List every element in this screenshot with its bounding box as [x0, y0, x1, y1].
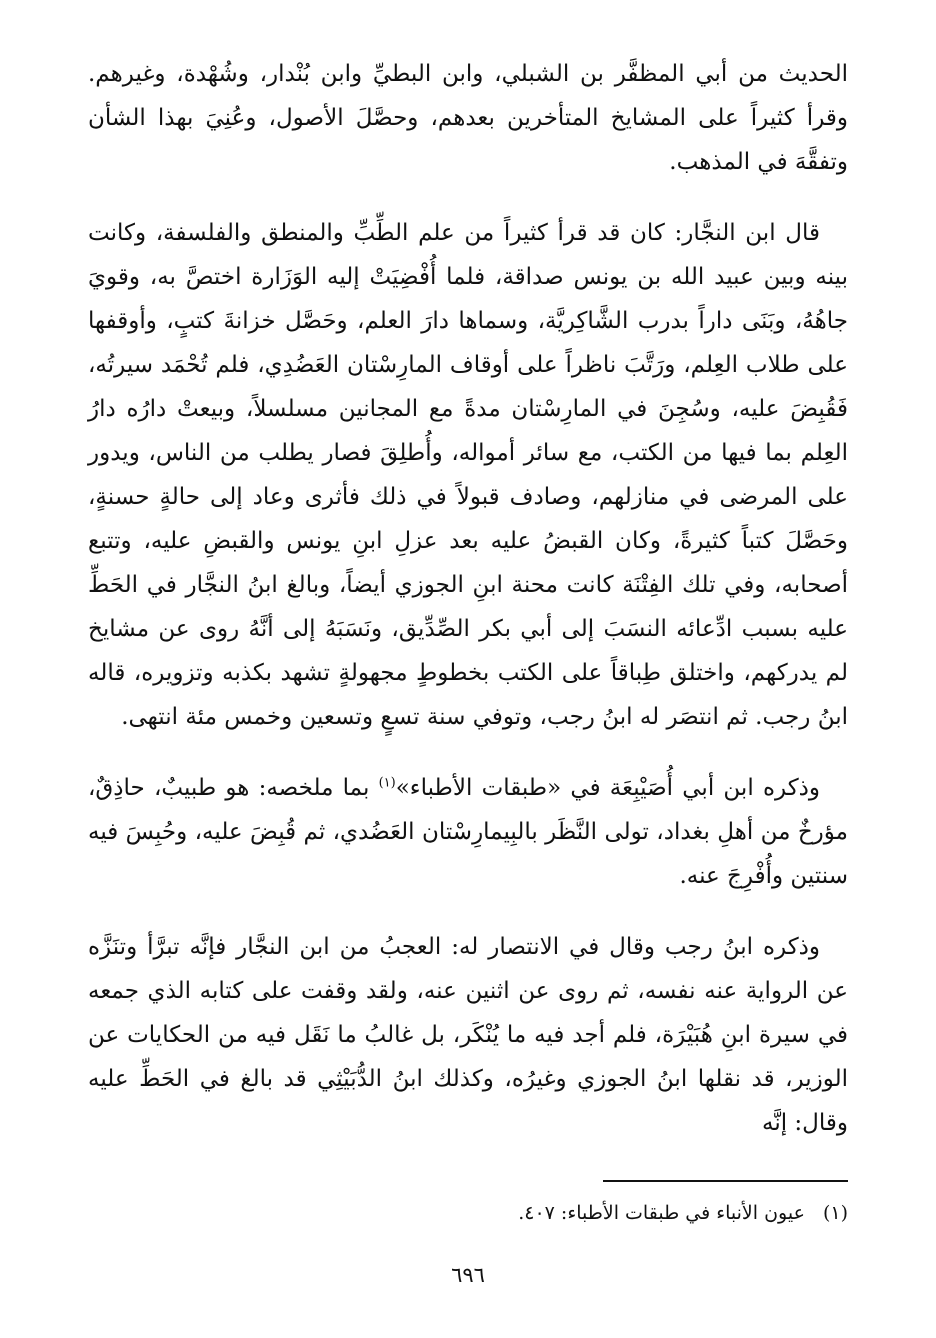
- paragraph-2: قال ابن النجَّار: كان قد قرأ كثيراً من علم الطِّبِّ والمنطق والفلسفة، وكانت بينه وبين عبيد الله بن يونس صداقة، فلما أُفْضِيَتْ إليه الوَزَارة اختصَّ به، وقويَ جاهُهُ، وبَنَى داراً بدرب الشَّاكِريَّة، وسماها دارَ العلم، وحَصَّل خزانةَ كتبٍ، وأوقفها على طلاب العِلم، ورَتَّبَ ناظراً على أوقاف المارِسْتان العَضُدِي، فلم تُحْمَد سيرتُه، فَقُبِضَ عليه، وسُجِنَ في المارِسْتان مدةً مع المجانين مسلسلاً، وبيعتْ دارُه دارُ العِلم بما فيها من الكتب، مع سائر أمواله، وأُطلِقَ فصار يطلب من الناس، ويدور على المرضى في منازلهم، وصادف قبولاً في ذلك فأثرى وعاد إلى حالةٍ حسنةٍ، وحَصَّلَ كتباً كثيرةً، وكان القبضُ عليه بعد عزلِ ابنِ يونس والقبضِ عليه، وتتبع أصحابه، وفي تلك الفِتْنَة كانت محنة ابنِ الجوزي أيضاً، وبالغ ابنُ النجَّار في الحَطِّ عليه بسبب ادِّعائه النسَبَ إلى أبي بكر الصِّدِّيق، ونَسَبَهُ إلى أنَّهُ روى عن مشايخ لم يدركهم، واختلق طِباقاً على الكتب بخطوطٍ مجهولةٍ تشهد بكذبه وتزويره، قاله ابنُ رجب. ثم انتصَر له ابنُ رجب، وتوفي سنة تسعٍ وتسعين وخمس مئة انتهى.: [88, 220, 848, 730]
- paragraph-3-after-note: بما ملخصه: هو طبيبٌ، حاذِقٌ، مؤرخٌ من أهلِ بغداد، تولى النَّظَر بالبِيمارِسْتان العَضُدي، ثم قُبِضَ عليه، وحُبِسَ فيه سنتين وأُفْرِجَ عنه.: [88, 775, 848, 889]
- paragraph-gap: [88, 898, 848, 925]
- paragraph-1: الحديث من أبي المظفَّر بن الشبلي، وابن البطيِّ وابن بُنْدار، وشُهْدة، وغيرهم. وقرأ كثيراً على المشايخ المتأخرين بعدهم، وحصَّلَ الأصول، وعُنِيَ بهذا الشأن وتفقَّهَ في المذهب.: [88, 61, 848, 175]
- footnote-reference: (١): [378, 775, 396, 791]
- footnote-separator: [603, 1180, 848, 1182]
- footnote: [88, 1198, 848, 1228]
- paragraph-gap: [88, 739, 848, 766]
- paragraph-3: [88, 766, 848, 898]
- document-page: [88, 52, 848, 1292]
- paragraph-3-before-note: وذكره ابن أبي أُصَيْبِعَة في «طبقات الأطباء»: [395, 775, 820, 801]
- paragraph-gap: [88, 184, 848, 211]
- page-number: ٦٩٦: [451, 1263, 485, 1287]
- paragraph-4: وذكره ابنُ رجب وقال في الانتصار له: العجبُ من ابن النجَّار فإنَّه تبرَّأ وتنَزَّه عن الرواية عنه نفسه، ثم روى عن اثنين عنه، ولقد وقفت على كتابه الذي جمعه في سيرة ابنِ هُبَيْرَة، فلم أجد فيه ما يُنْكَر، بل غالبُ ما نَقَل فيه من الحكايات عن الوزير، قد نقلها ابنُ الجوزي وغيرُه، وكذلك ابنُ الدُّبَيْثِي قد بالغ في الحَطِّ عليه وقال: إنَّه: [88, 934, 848, 1136]
- footnote-text: عيون الأنباء في طبقات الأطباء: ٤٠٧.: [518, 1202, 805, 1224]
- footnote-marker: (١): [822, 1202, 848, 1224]
